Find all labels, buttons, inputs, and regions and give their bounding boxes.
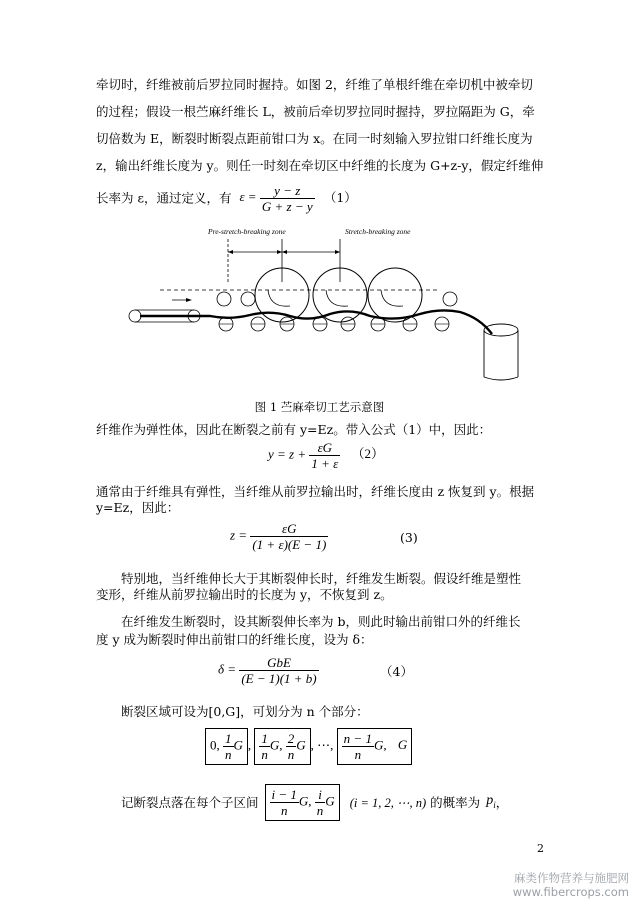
interval-fraction — [223, 731, 234, 762]
frac-den: n — [225, 747, 232, 762]
watermark — [513, 871, 629, 899]
equation-2 — [268, 440, 384, 471]
pre-stretch-zone-label: Pre-stretch-breaking zone — [208, 227, 286, 236]
paragraph-text: 长率为 ε，通过定义，有 — [96, 190, 232, 206]
eq4-numerator: GbE — [239, 655, 318, 671]
subinterval-bracket — [265, 784, 340, 821]
equation-3 — [230, 521, 328, 552]
paragraph-line: 通常由于纤维具有弹性，当纤维从前罗拉输出时，纤维长度由 z 恢复到 y。根据 — [96, 484, 535, 499]
index-range: (i = 1, 2, ⋯, n) — [349, 795, 427, 810]
page-number: 2 — [537, 842, 544, 855]
frac-num: 2 — [287, 731, 295, 746]
frac-num: 1 — [225, 731, 232, 746]
interval-fraction — [286, 731, 297, 762]
frac-num: n − 1 — [343, 731, 372, 746]
paragraph-line: 切倍数为 E，断裂时断裂点距前钳口为 x。在同一时刻输入罗拉钳口纤维长度为 — [96, 131, 533, 146]
paragraph-line: y=Ez，因此： — [96, 500, 180, 515]
eq4-lhs: δ = — [218, 661, 237, 677]
interval-bracket — [205, 728, 248, 765]
frac-num: i − 1 — [271, 787, 297, 802]
equation-1 — [239, 183, 317, 214]
eq1-number: （1） — [323, 190, 357, 206]
eq2-numerator: εG — [309, 440, 340, 456]
p-subscript: i — [493, 799, 496, 810]
subinterval-fraction — [315, 787, 326, 818]
eq4-fraction — [239, 655, 318, 686]
interval-text: G — [325, 793, 335, 809]
eq1-fraction — [260, 183, 315, 214]
frac-den: n — [261, 747, 268, 762]
eq1-numerator: y − z — [260, 183, 315, 199]
paragraph-line: 度 y 成为断裂时伸出前钳口的纤维长度，设为 δ： — [96, 632, 373, 647]
interval-fraction — [259, 731, 270, 762]
paragraph-line: 变形，纤维从前罗拉输出时的长度为 y，不恢复到 z。 — [96, 587, 393, 602]
paragraph-line: 纤维作为弹性体，因此在断裂之前有 y=Ez。带入公式（1）中，因此： — [96, 422, 492, 437]
eq2-number: （2） — [351, 446, 385, 462]
eq1-denominator: G + z − y — [261, 199, 313, 214]
subinterval-fraction — [270, 787, 299, 818]
figure-caption: 图 1 苎麻牵切工艺示意图 — [254, 400, 385, 414]
paragraph-text: ， — [495, 794, 509, 810]
probability-symbol — [486, 793, 496, 813]
interval-text: G — [397, 737, 408, 753]
interval-bracket — [254, 728, 310, 765]
eq3-denominator: (1 + ε)(E − 1) — [252, 537, 327, 552]
frac-den: n — [280, 803, 288, 818]
interval-fraction — [342, 731, 374, 762]
interval-text: G — [296, 737, 306, 753]
eq4-denominator: (E − 1)(1 + b) — [241, 671, 317, 686]
eq3-number: (3) — [400, 530, 418, 545]
eq3-fraction — [250, 521, 328, 552]
ramie-stretch-breaking-diagram — [120, 222, 540, 387]
interval-text: G, — [373, 737, 387, 753]
frac-den: n — [287, 747, 295, 762]
frac-num: i — [315, 787, 326, 803]
watermark-line: 麻类作物营养与施肥网 — [514, 871, 629, 885]
paragraph-line: z，输出纤维长度为 y。则任一时刻在牵切区中纤维的长度为 G+z-y，假定纤维伸 — [96, 158, 544, 173]
frac-num: 1 — [261, 731, 268, 746]
paragraph-line: 在纤维发生断裂时，设其断裂伸长率为 b，则此时输出前钳口外的纤维长 — [121, 614, 521, 629]
paragraph-line-with-subinterval — [121, 784, 508, 821]
ellipsis: ⋯, — [317, 737, 334, 753]
interval-text: G — [233, 737, 243, 753]
eq2-lhs: y = z + — [268, 446, 307, 462]
paragraph-line: 断裂区域可设为[0,G]，可划分为 n 个部分： — [121, 704, 369, 719]
paragraph-text: 记断裂点落在每个子区间 — [121, 794, 259, 810]
interval-bracket — [337, 728, 413, 765]
paragraph-line: 特别地，当纤维伸长大于其断裂伸长时，纤维发生断裂。假设纤维是塑性 — [121, 571, 522, 586]
eq4-number: （4） — [380, 664, 413, 679]
interval-text: 0, — [210, 737, 220, 753]
eq1-lhs: ε = — [239, 189, 257, 205]
stretch-zone-label: Stretch-breaking zone — [345, 227, 411, 236]
eq2-fraction — [309, 440, 340, 471]
eq3-lhs: z = — [230, 527, 248, 543]
watermark-line: www.fibercrops.com — [512, 885, 629, 899]
interval-text: G, — [269, 737, 283, 753]
p-symbol: p — [486, 792, 494, 808]
frac-den: n — [354, 747, 362, 762]
paragraph-line-with-equation-1 — [96, 184, 357, 215]
frac-den: n — [316, 803, 324, 818]
paragraph-line: 牵切时，纤维被前后罗拉同时握持。如图 2，纤维了单根纤维在牵切机中被牵切 — [96, 77, 533, 92]
eq3-numerator: εG — [250, 521, 328, 537]
equation-4 — [218, 655, 319, 686]
paragraph-text: 的概率为 — [430, 794, 481, 810]
interval-list: 0, $\frac{1}{n}$ G , $\frac{1}{n}$ G, $\frac{2}{n}$ G , ⋯, $\frac{n - 1}{n}$ G, G — [205, 728, 412, 765]
eq2-denominator: 1 + ε — [311, 456, 339, 471]
paragraph-line: 的过程；假设一根苎麻纤维长 L，被前后牵切罗拉同时握持，罗拉隔距为 G，牵 — [96, 104, 535, 119]
interval-text: G, — [298, 793, 312, 809]
